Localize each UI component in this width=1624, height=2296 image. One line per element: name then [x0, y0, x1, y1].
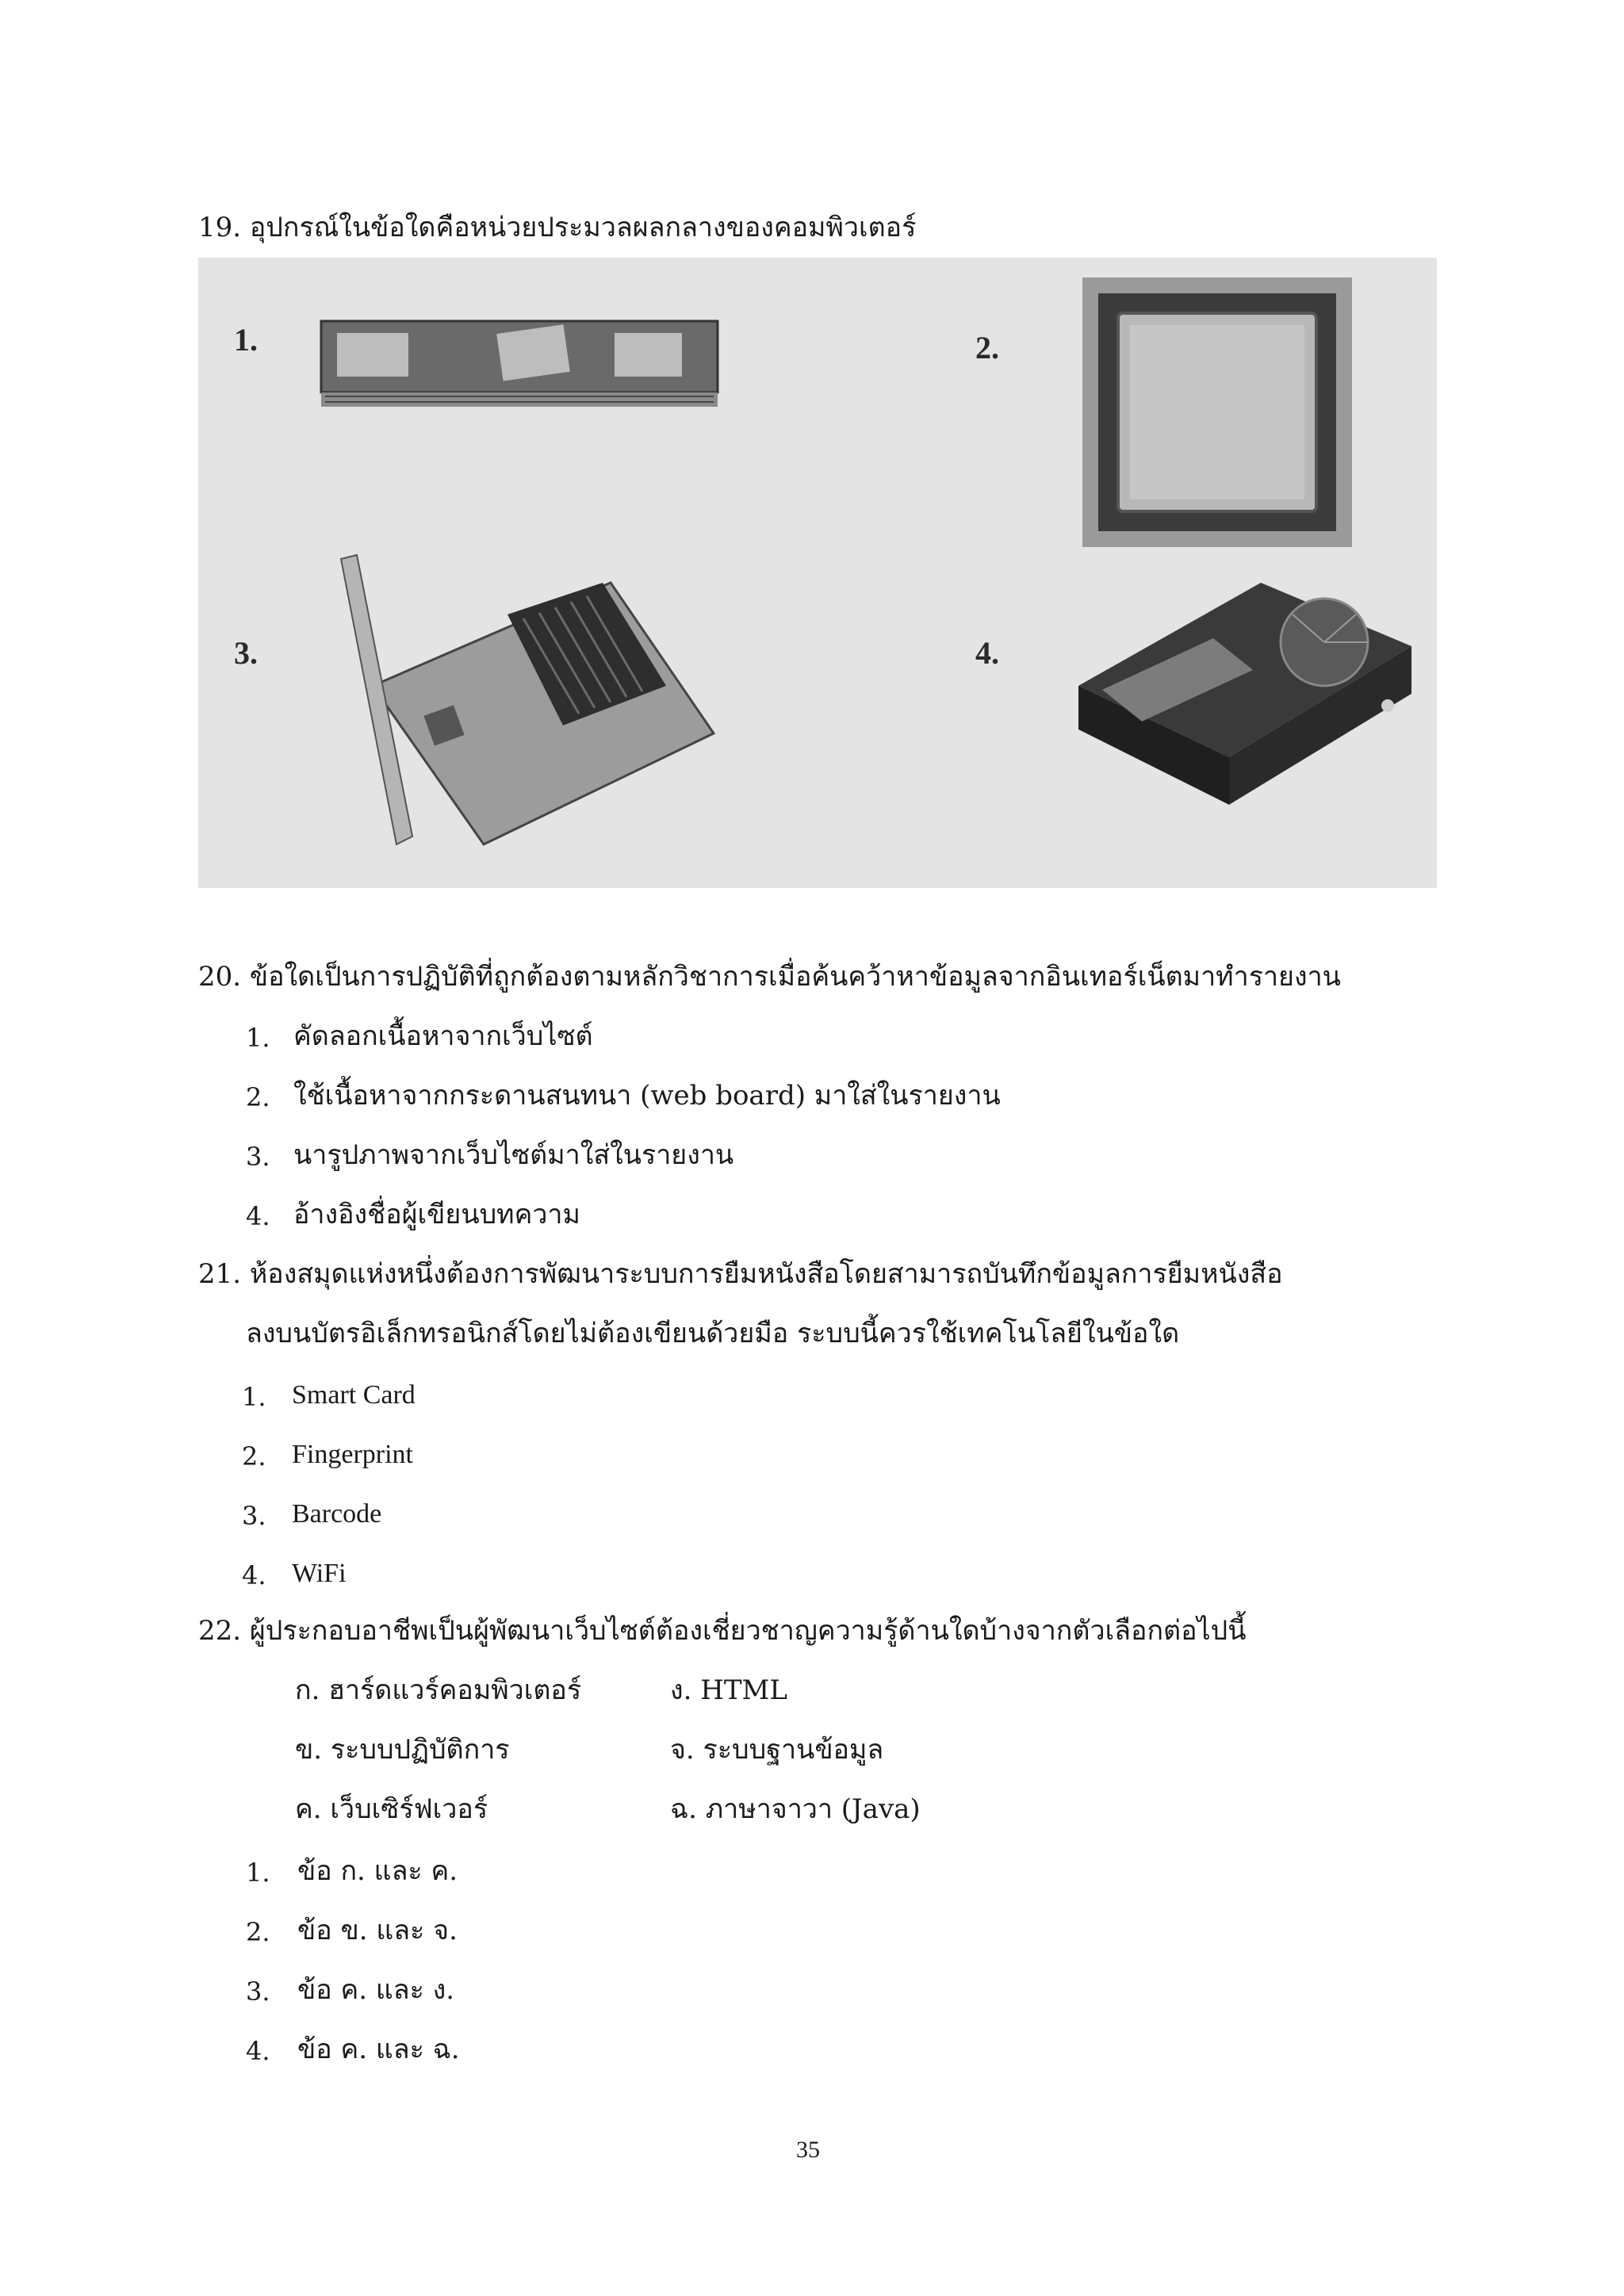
- option-text: ข้อ ข. และ จ.: [297, 1915, 458, 1946]
- hard-disk-image: [1071, 575, 1419, 828]
- option-number: 3.: [242, 1501, 266, 1531]
- choice-left: ก. ฮาร์ดแวร์คอมพิวเตอร์: [295, 1674, 582, 1706]
- option-number: 1.: [242, 1382, 266, 1412]
- option-number: 3.: [246, 1142, 270, 1172]
- option-number: 4.: [246, 1201, 270, 1231]
- choice-left: ค. เว็บเซิร์ฟเวอร์: [295, 1793, 488, 1825]
- choice-right: ฉ. ภาษาจาวา (Java): [670, 1793, 921, 1825]
- option-text: อ้างอิงชื่อผู้เขียนบทความ: [293, 1199, 580, 1230]
- option-text: ข้อ ค. และ ฉ.: [297, 2034, 460, 2065]
- option-text: นารูปภาพจากเว็บไซต์มาใส่ในรายงาน: [293, 1139, 734, 1171]
- choice-left: ข. ระบบปฏิบัติการ: [295, 1734, 510, 1766]
- option-text: Fingerprint: [292, 1440, 413, 1469]
- question-19: 19. อุปกรณ์ในข้อใดคือหน่วยประมวลผลกลางของคอมพิวเตอร์: [198, 212, 917, 243]
- option-text: ข้อ ก. และ ค.: [297, 1855, 458, 1887]
- figure-label-1: 1.: [234, 322, 258, 358]
- option-text: ใช้เนื้อหาจากกระดานสนทนา (web board) มาใส่ในรายงาน: [293, 1080, 1001, 1112]
- option-text: Smart Card: [292, 1380, 416, 1410]
- question-21-line-2: ลงบนบัตรอิเล็กทรอนิกส์โดยไม่ต้องเขียนด้วยมือ ระบบนี้ควรใช้เทคโนโลยีในข้อใด: [246, 1318, 1180, 1349]
- figure-label-2: 2.: [975, 330, 999, 365]
- figure-label-4: 4.: [975, 635, 999, 671]
- figure-label-3: 3.: [234, 635, 258, 671]
- graphics-card-image: [325, 551, 737, 860]
- option-number: 2.: [246, 1917, 270, 1947]
- option-text: คัดลอกเนื้อหาจากเว็บไซต์: [293, 1020, 593, 1052]
- option-number: 4.: [246, 2036, 270, 2066]
- choice-right: จ. ระบบฐานข้อมูล: [670, 1734, 884, 1766]
- option-text: ข้อ ค. และ ง.: [297, 1974, 455, 2006]
- choice-right: ง. HTML: [670, 1674, 787, 1706]
- question-21-line-1: 21. ห้องสมุดแห่งหนึ่งต้องการพัฒนาระบบการยืมหนังสือโดยสามารถบันทึกข้อมูลการยืมหนังสือ: [198, 1258, 1283, 1290]
- option-number: 2.: [242, 1441, 266, 1471]
- question-20: 20. ข้อใดเป็นการปฏิบัติที่ถูกต้องตามหลักวิชาการเมื่อค้นคว้าหาข้อมูลจากอินเทอร์เน็ตมาทำรายงาน: [198, 961, 1341, 993]
- ram-module-image: [317, 305, 730, 424]
- option-number: 2.: [246, 1082, 270, 1112]
- cpu-image: [1082, 277, 1352, 547]
- option-number: 3.: [246, 1976, 270, 2007]
- option-text: Barcode: [292, 1499, 382, 1529]
- option-number: 1.: [246, 1023, 270, 1053]
- question-22: 22. ผู้ประกอบอาชีพเป็นผู้พัฒนาเว็บไซต์ต้องเชี่ยวชาญความรู้ด้านใดบ้างจากตัวเลือกต่อไปนี้: [198, 1615, 1247, 1647]
- question-19-figure: [198, 258, 1437, 888]
- page-number: 35: [796, 2137, 820, 2163]
- option-number: 1.: [246, 1858, 270, 1888]
- option-number: 4.: [242, 1560, 266, 1590]
- option-text: WiFi: [292, 1559, 347, 1588]
